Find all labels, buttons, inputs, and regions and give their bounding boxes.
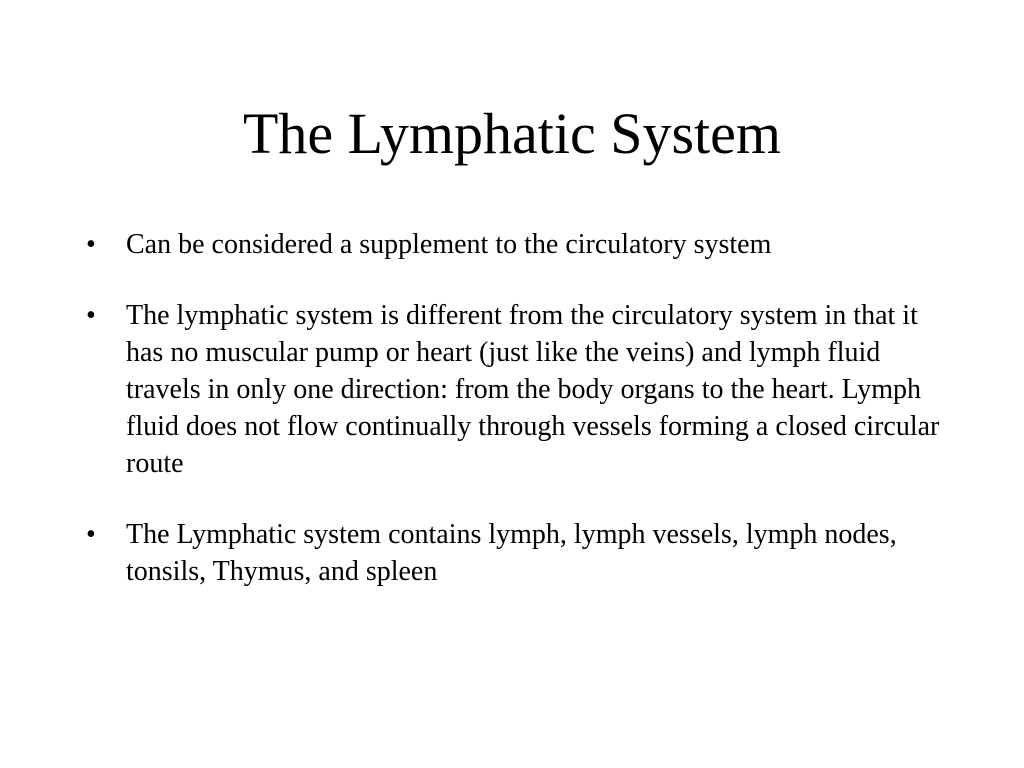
bullet-text: Can be considered a supplement to the circulatory system bbox=[126, 229, 772, 260]
bullet-text: The Lymphatic system contains lymph, lymph vessels, lymph nodes, tonsils, Thymus, and spleen bbox=[126, 519, 897, 587]
bullet-item bbox=[84, 516, 944, 590]
bullet-item bbox=[84, 226, 944, 263]
bullet-icon: • bbox=[86, 229, 96, 260]
bullet-icon: • bbox=[86, 300, 96, 331]
bullet-icon: • bbox=[86, 519, 96, 550]
bullet-list bbox=[84, 226, 944, 624]
bullet-item bbox=[84, 297, 944, 482]
bullet-text: The lymphatic system is different from the circulatory system in that it has no muscular pump or heart (just like the veins) and lymph fluid travels in only one direction: from the body organs to the heart. Lymph fluid does not flow continually through vessels forming a closed circular route bbox=[126, 300, 940, 479]
slide-title: The Lymphatic System bbox=[242, 101, 782, 166]
